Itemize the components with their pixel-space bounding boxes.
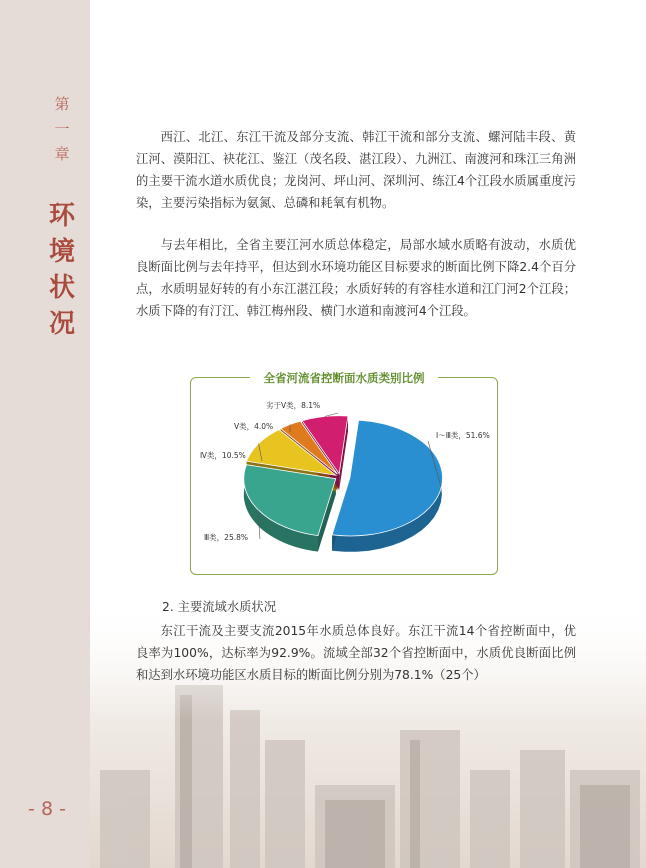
chapter-label-char: 一 xyxy=(54,120,70,138)
paragraph-dongjiang: 东江干流及主要支流2015年水质总体良好。东江干流14个省控断面中，优良率为100%，达标率为92.9%。流域全部32个省控断面中，水质优良断面比例和达到水环境功能区水质目标的断面比例分别为78.1%（25个） xyxy=(136,624,576,682)
chapter-title-char: 况 xyxy=(48,309,75,339)
paragraph-year-comparison: 与去年相比，全省主要江河水质总体稳定，局部水域水质略有波动，水质优良断面比例与去年持平，但达到水环境功能区目标要求的断面比例下降2.4个百分点，水质明显好转的有小东江湛江段；水质好转的有容桂水道和江门河2个江段；水质下降的有汀江、韩江梅州段、横门水道和南渡河4个江段。 xyxy=(136,238,576,318)
pie-slice-label: Ⅴ类，4.0% xyxy=(234,422,274,431)
chapter-title-char: 环 xyxy=(48,201,75,231)
pie-chart xyxy=(190,377,498,575)
page-number: - 8 - xyxy=(28,798,66,820)
chapter-label-char: 章 xyxy=(54,145,70,163)
pie-slice-label: Ⅰ～Ⅲ类，51.6% xyxy=(436,431,490,440)
chapter-label-char: 第 xyxy=(54,95,70,113)
chapter-title-char: 状 xyxy=(48,273,75,303)
section-heading: 2. 主要流域水质状况 xyxy=(162,600,277,614)
pie-slice-label: Ⅲ类，25.8% xyxy=(204,533,248,542)
chapter-title-char: 境 xyxy=(48,237,75,267)
chapter-number xyxy=(50,92,74,167)
chapter-title xyxy=(43,198,81,342)
chapter-sidebar xyxy=(0,0,90,868)
pie-slice-label: Ⅳ类，10.5% xyxy=(200,451,246,460)
pie-slice-label: 劣于Ⅴ类，8.1% xyxy=(266,401,321,410)
paragraph-water-quality: 西江、北江、东江干流及部分支流、韩江干流和部分支流、螺河陆丰段、黄江河、漠阳江、袂花江、鉴江（茂名段、湛江段）、九洲江、南渡河和珠江三角洲的主要干流水道水质优良；龙岗河、坪山河、深圳河、练江4个江段水质属重度污染，主要污染指标为氨氮、总磷和耗氧有机物。 xyxy=(136,130,576,210)
chart-title: 全省河流省控断面水质类别比例 xyxy=(263,371,425,385)
